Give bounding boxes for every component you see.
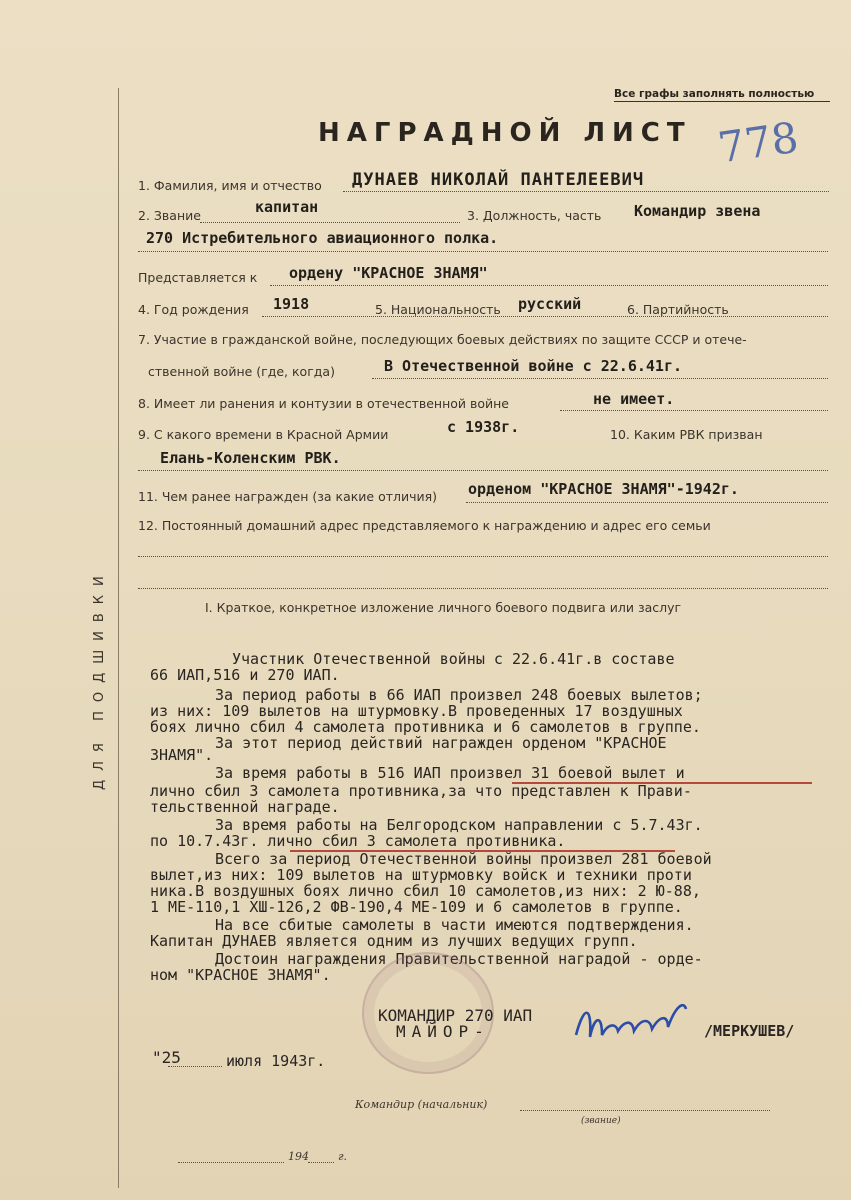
body-line: 1 МЕ-110,1 ХШ-126,2 ФВ-190,4 МЕ-109 и 6 самолетов в группе.: [150, 898, 683, 916]
section-title: I. Краткое, конкретное изложение личного боевого подвига или заслуг: [205, 600, 682, 615]
commander-title: КОМАНДИР 270 ИАП: [378, 1006, 533, 1025]
archive-mark: 778: [714, 112, 802, 173]
body-line: тельственной награде.: [150, 798, 340, 816]
commander-rank: МАЙОР-: [396, 1022, 490, 1041]
field-4-label: 4. Год рождения: [138, 302, 249, 317]
date-month-year: июля 1943г.: [226, 1052, 326, 1070]
body-line: 66 ИАП,516 и 270 ИАП.: [150, 666, 340, 684]
field-5-label: 5. Национальность: [375, 302, 501, 317]
margin-line: [118, 88, 119, 1188]
field-3-label: 3. Должность, часть: [467, 208, 602, 223]
body-line: За этот период действий награжден орденом "КРАСНОЕ: [215, 734, 667, 752]
field-8-label: 8. Имеет ли ранения и контузии в отечественной войне: [138, 396, 510, 411]
field-2-label: 2. Звание: [138, 208, 201, 223]
field-11-line: [466, 502, 828, 504]
field-10-line: [138, 470, 828, 472]
body-line: Капитан ДУНАЕВ является одним из лучших ведущих групп.: [150, 932, 638, 950]
body-line: ника.В воздушных боях лично сбил 10 самолетов,из них: 2 Ю-88,: [150, 882, 701, 900]
field-4-6-line: [262, 316, 828, 318]
field-7-line: [372, 378, 828, 380]
body-line: Всего за период Отечественной войны произвел 281 боевой: [215, 850, 712, 868]
body-line: по 10.7.43г. лично сбил 3 самолета противника.: [150, 832, 566, 850]
body-line: За время работы на Белгородском направлении с 5.7.43г.: [215, 816, 703, 834]
body-line: вылет,из них: 109 вылетов на штурмовку войск и техники проти: [150, 866, 692, 884]
presented-value: ордену "КРАСНОЕ ЗНАМЯ": [289, 264, 488, 282]
field-3-line: [138, 251, 828, 253]
year-blank-line-left: [178, 1162, 284, 1164]
field-3-value: Командир звена: [634, 202, 761, 220]
field-3-value-cont: 270 Истребительного авиационного полка.: [146, 229, 499, 247]
field-12-label: 12. Постоянный домашний адрес представляемого к награждению и адрес его семьи: [138, 518, 711, 533]
year-suffix: г.: [338, 1150, 348, 1163]
field-7-value: В Отечественной войне с 22.6.41г.: [384, 357, 683, 375]
body-line: из них: 109 вылетов на штурмовку.В проведенных 17 воздушных: [150, 702, 683, 720]
body-line: За время работы в 516 ИАП произвел 31 боевой вылет и: [215, 764, 685, 782]
date-day-line: [168, 1066, 222, 1068]
field-10-value: Елань-Коленским РВК.: [160, 449, 341, 467]
field-12-line-2: [138, 588, 828, 590]
year-blank-line-right: [308, 1162, 334, 1164]
body-line: лично сбил 3 самолета противника,за что представлен к Прави-: [150, 782, 692, 800]
body-line: За период работы в 66 ИАП произвел 248 боевых вылетов;: [215, 686, 703, 704]
instruction-rule: [614, 101, 830, 102]
field-2-line: [200, 222, 460, 224]
body-line: ЗНАМЯ".: [150, 746, 214, 764]
field-2-value: капитан: [255, 198, 319, 216]
body-line: Достоин награждения Правительственной наградой - орде-: [215, 950, 703, 968]
field-1-label: 1. Фамилия, имя и отчество: [138, 178, 322, 193]
commander-caption: Командир (начальник): [355, 1098, 488, 1111]
field-7-label: 7. Участие в гражданской войне, последующих боевых действиях по защите СССР и отече-: [138, 332, 747, 347]
field-6-label: 6. Партийность: [627, 302, 729, 317]
signature: [572, 995, 692, 1055]
side-label: ДЛЯ ПОДШИВКИ: [92, 567, 107, 790]
year-blank: 194: [288, 1150, 309, 1163]
field-9-label: 9. С какого времени в Красной Армии: [138, 427, 389, 442]
field-8-line: [560, 410, 828, 412]
commander-caption-line: [520, 1110, 770, 1112]
field-11-label: 11. Чем ранее награжден (за какие отличия): [138, 489, 438, 504]
body-line: На все сбитые самолеты в части имеются подтверждения.: [215, 916, 694, 934]
body-line: боях лично сбил 4 самолета противника и 6 самолетов в группе.: [150, 718, 701, 736]
fill-instruction: Все графы заполнять полностью: [614, 88, 815, 100]
field-5-value: русский: [518, 295, 582, 313]
commander-name: /МЕРКУШЕВ/: [704, 1022, 795, 1040]
field-12-line-1: [138, 556, 828, 558]
body-line: ном "КРАСНОЕ ЗНАМЯ".: [150, 966, 331, 984]
field-8-value: не имеет.: [593, 390, 675, 408]
field-9-value: с 1938г.: [447, 418, 520, 436]
date-day: "25: [152, 1048, 181, 1067]
presented-line: [270, 285, 828, 287]
body-line: Участник Отечественной войны с 22.6.41г.в составе: [232, 650, 675, 668]
field-1-line: [343, 191, 829, 193]
field-10-label: 10. Каким РВК призван: [610, 427, 763, 442]
presented-label: Представляется к: [138, 270, 258, 285]
field-7-label-cont: ственной войне (где, когда): [148, 364, 335, 379]
rank-caption: (звание): [581, 1116, 621, 1126]
field-1-value: ДУНАЕВ НИКОЛАЙ ПАНТЕЛЕЕВИЧ: [352, 170, 645, 190]
field-4-value: 1918: [273, 295, 310, 313]
field-11-value: орденом "КРАСНОЕ ЗНАМЯ"-1942г.: [468, 480, 739, 498]
page-title: НАГРАДНОЙ ЛИСТ: [318, 118, 692, 148]
